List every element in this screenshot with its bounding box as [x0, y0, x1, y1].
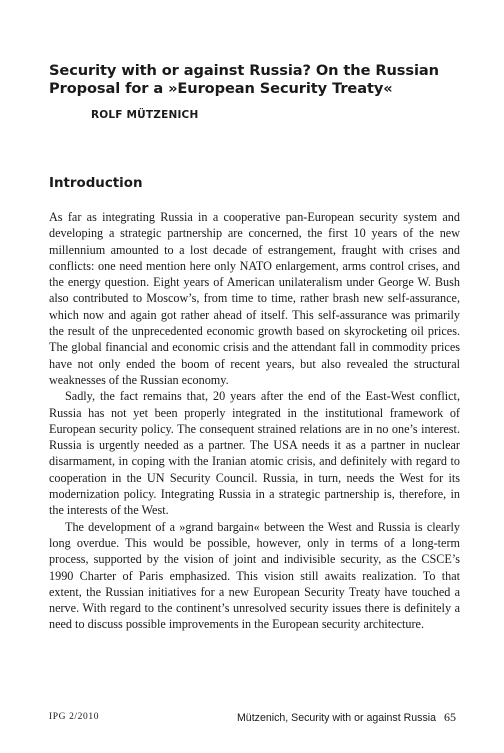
article-body [49, 209, 460, 633]
page-number: 65 [444, 710, 456, 724]
running-head: Mützenich, Security with or against Russia [236, 712, 436, 724]
article-title: Security with or against Russia? On the Russian Proposal for a »European Security Treaty« [49, 62, 439, 97]
section-heading: Introduction [49, 176, 143, 191]
body-paragraph-3: The development of a »grand bargain« between the West and Russia is clearly long overdue. This would be possible, however, only in terms of a long-term process, supported by the vision of joint and indivisible security, as the CSCE’s 1990 Charter of Paris emphasized. This vision still awaits realization. To that extent, the Russian initiatives for a new European Security Treaty have touched a nerve. With regard to the continent’s unresolved security issues there is definitely a need to discuss possible improvements in the European security architecture. [49, 519, 460, 632]
author-name: ROLF MÜTZENICH [91, 109, 199, 121]
journal-issue: IPG 2/2010 [49, 712, 100, 722]
body-paragraph-2: Sadly, the fact remains that, 20 years after the end of the East-West conflict, Russia has not yet been properly integrated in the institutional framework of European security policy. The consequent strained relations are in no one’s interest. Russia is urgently needed as a partner. The USA needs it as a partner in nuclear disarmament, in coping with the Iranian atomic crisis, and definitely with regard to cooperation in the UN Security Council. Russia, in turn, needs the West for its modernization policy. Integrating Russia in a strategic partnership is, therefore, in the interests of the West. [49, 389, 460, 518]
page-footer [237, 710, 456, 725]
body-paragraph-1: As far as integrating Russia in a cooperative pan-European security system and developing a strategic partnership are concerned, the first 10 years of the new millennium amounted to a lost decade of estrangement, fraught with crises and conflicts: one need mention here only NATO enlargement, arms control crises, and the energy question. Eight years of American unilateralism under George W. Bush also contributed to Moscow’s, from time to time, rather brash new self-assurance, which now and again got rather ahead of itself. This self-assurance was primarily the result of the unprecedented economic growth based on skyrocketing oil prices. The global financial and economic crisis and the attendant fall in commodity prices have not only ended the boom of recent years, but also revealed the structural weaknesses of the Russian economy. [49, 210, 460, 387]
